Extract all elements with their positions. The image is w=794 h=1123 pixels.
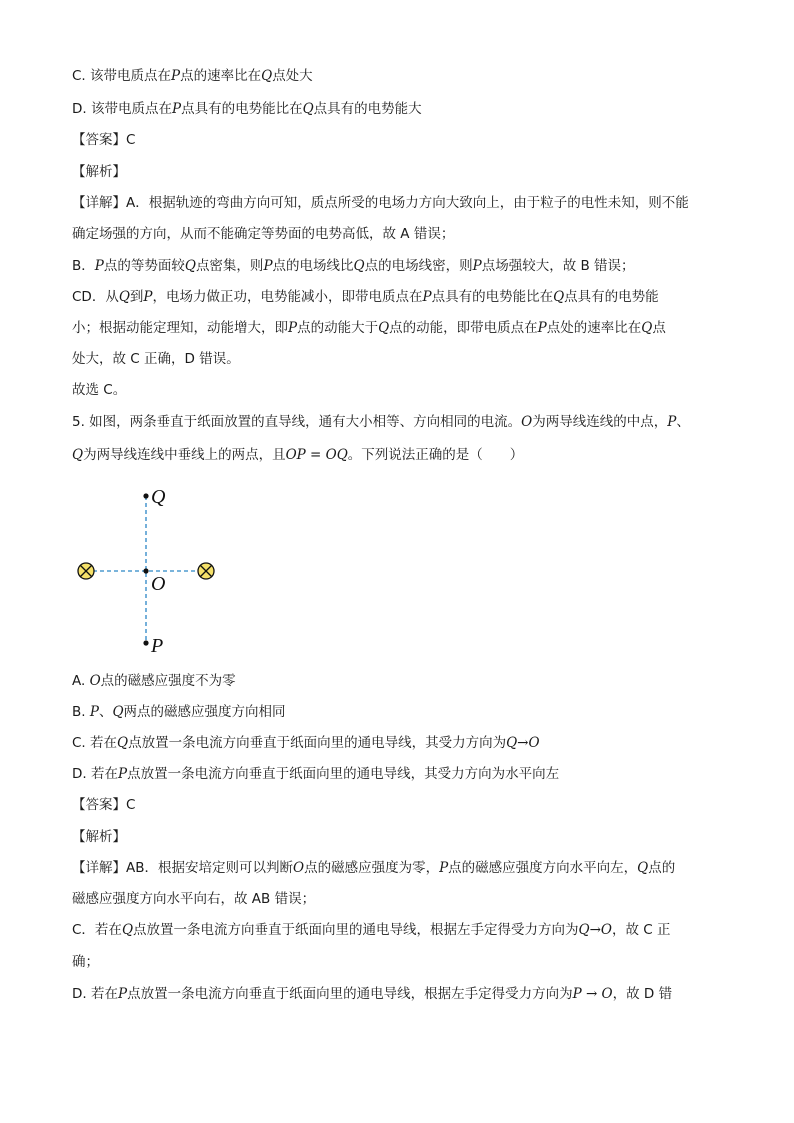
- text: 点的电场线比: [272, 258, 354, 274]
- text: 点具有的电势能比在: [181, 101, 303, 117]
- q5-answer: [72, 795, 722, 815]
- var-p: P: [422, 289, 432, 305]
- prev-detail-line-1: [72, 193, 722, 213]
- var-p: P: [171, 68, 181, 84]
- point-q-dot: [143, 493, 148, 498]
- analysis-label: 【解析】: [72, 829, 126, 845]
- q5-detail-line-1: [72, 858, 722, 878]
- text: 磁感应强度方向水平向右，故 AB 错误；: [72, 891, 316, 907]
- answer-label: 【答案】: [72, 132, 126, 148]
- q5-option-a: [72, 671, 722, 691]
- text: 点的等势面较: [103, 258, 185, 274]
- direction-expr: Q→O: [578, 922, 612, 938]
- prev-detail-line-4: [72, 287, 722, 307]
- prev-detail-line-3: [72, 256, 722, 276]
- point-p-dot: [143, 640, 148, 645]
- q5-stem-line-2: [72, 445, 722, 465]
- text: 【详解】AB．根据安培定则可以判断: [72, 860, 293, 876]
- var-p: P: [117, 986, 128, 1002]
- var-o: O: [521, 414, 533, 430]
- prev-detail-line-5: [72, 318, 722, 338]
- prev-detail-line-2: [72, 224, 722, 244]
- text: CD．从: [72, 289, 119, 305]
- prev-option-c: [72, 66, 722, 86]
- text: ，电场力做正功，电势能减小，即带电质点在: [152, 289, 423, 305]
- var-p: P: [94, 258, 104, 274]
- var-q: Q: [72, 447, 84, 463]
- text: 点具有的电势能: [564, 289, 659, 305]
- wire-right-into-page-icon: [198, 563, 214, 579]
- text: B．: [72, 258, 95, 274]
- var-p: P: [537, 320, 547, 336]
- text: 点处的速率比在: [546, 320, 642, 336]
- text: D. 若在: [72, 766, 118, 782]
- text: 点: [652, 320, 666, 336]
- q5-option-b: [72, 702, 722, 722]
- var-p: P: [667, 414, 677, 430]
- var-q: Q: [117, 735, 129, 751]
- wire-left-into-page-icon: [78, 563, 94, 579]
- var-q: Q: [378, 320, 390, 336]
- text: 确定场强的方向，从而不能确定等势面的电势高低，故 A 错误；: [72, 226, 455, 242]
- direction-expr: Q→O: [506, 735, 540, 751]
- equation: OP = OQ: [285, 447, 348, 463]
- var-p: P: [171, 101, 182, 117]
- var-q: Q: [112, 704, 124, 720]
- text: 、: [98, 704, 113, 720]
- text: 点放置一条电流方向垂直于纸面向里的通电导线，根据左手定得受力方向为: [127, 986, 573, 1002]
- text: 确；: [72, 954, 99, 970]
- q5-analysis-label: [72, 827, 722, 847]
- var-q: Q: [302, 101, 314, 117]
- prev-option-d: [72, 99, 722, 119]
- var-q: Q: [353, 258, 365, 274]
- wire-diagram: [72, 483, 232, 658]
- text: 点具有的电势能大: [313, 101, 422, 117]
- text: 点的磁感应强度不为零: [100, 673, 236, 689]
- text: 【详解】A．根据轨迹的弯曲方向可知，质点所受的电场力方向大致向上，由于粒子的电性未知，则不能: [72, 195, 689, 211]
- var-q: Q: [121, 922, 134, 938]
- text: 点放置一条电流方向垂直于纸面向里的通电导线，其受力方向为水平向左: [127, 766, 560, 782]
- var-p: P: [439, 860, 449, 876]
- prev-answer: [72, 130, 722, 150]
- text: 为两导线连线的中点，: [532, 414, 668, 430]
- var-o: O: [293, 860, 305, 876]
- prev-detail-line-6: [72, 349, 722, 369]
- text: B.: [72, 704, 90, 720]
- var-q: Q: [184, 258, 196, 274]
- text: 点的磁感应强度为零，: [304, 860, 440, 876]
- text: ，故 D 错: [612, 986, 673, 1002]
- q5-detail-line-4: [72, 952, 722, 972]
- text: 点的动能大于: [297, 320, 379, 336]
- text: 。下列说法正确的是（ ）: [347, 447, 524, 463]
- prev-analysis-label: [72, 162, 722, 182]
- var-o: O: [89, 673, 101, 689]
- var-q: Q: [637, 860, 649, 876]
- answer-value: C: [126, 132, 136, 148]
- text: 为两导线连线中垂线上的两点，且: [83, 447, 286, 463]
- var-p: P: [288, 320, 298, 336]
- text: C. 若在: [72, 735, 118, 751]
- text: D. 若在: [72, 986, 118, 1002]
- text: 故选 C。: [72, 382, 127, 398]
- text: 点密集，则: [195, 258, 264, 274]
- text: 点放置一条电流方向垂直于纸面向里的通电导线，其受力方向为: [128, 735, 507, 751]
- var-q: Q: [553, 289, 565, 305]
- text: 点的速率比在: [180, 68, 262, 84]
- var-q: Q: [118, 289, 130, 305]
- text: 点的: [648, 860, 676, 876]
- var-p: P: [117, 766, 128, 782]
- text: 点的动能，即带电质点在: [389, 320, 538, 336]
- text: C. 该带电质点在: [72, 68, 172, 84]
- var-q: Q: [641, 320, 653, 336]
- prev-conclusion: [72, 380, 722, 400]
- q5-option-d: [72, 764, 722, 784]
- text: C．若在: [72, 922, 122, 938]
- text: 点的磁感应强度方向水平向左，: [448, 860, 638, 876]
- text: 、: [676, 414, 690, 430]
- var-p: P: [263, 258, 273, 274]
- q5-option-c: [72, 733, 722, 753]
- text: 点场强较大，故 B 错误；: [481, 258, 635, 274]
- text: A.: [72, 673, 90, 689]
- var-p: P: [89, 704, 99, 720]
- text: 处大，故 C 正确，D 错误。: [72, 351, 240, 367]
- label-q: Q: [151, 486, 166, 508]
- var-p: P: [143, 289, 153, 305]
- text: 小；根据动能定理知，动能增大，即: [72, 320, 288, 336]
- q5-stem-line-1: [72, 412, 722, 432]
- text: 点的电场线密，则: [364, 258, 473, 274]
- var-q: Q: [261, 68, 273, 84]
- q5-detail-line-5: [72, 984, 722, 1004]
- q5-detail-line-3: [72, 920, 722, 940]
- text: 点放置一条电流方向垂直于纸面向里的通电导线，根据左手定得受力方向为: [133, 922, 579, 938]
- text: 两点的磁感应强度方向相同: [123, 704, 286, 720]
- q5-detail-line-2: [72, 889, 722, 909]
- var-p: P: [472, 258, 482, 274]
- answer-value: C: [126, 797, 136, 813]
- label-p: P: [151, 635, 164, 657]
- label-o: O: [151, 573, 166, 595]
- direction-expr: P → O: [572, 986, 613, 1002]
- point-o-dot: [143, 568, 148, 573]
- text: ，故 C 正: [611, 922, 671, 938]
- text: 5. 如图，两条垂直于纸面放置的直导线，通有大小相等、方向相同的电流。: [72, 414, 522, 430]
- text: 点具有的电势能比在: [431, 289, 554, 305]
- text: D. 该带电质点在: [72, 101, 172, 117]
- answer-label: 【答案】: [72, 797, 126, 813]
- analysis-label: 【解析】: [72, 164, 126, 180]
- text: 到: [129, 289, 144, 305]
- text: 点处大: [272, 68, 313, 84]
